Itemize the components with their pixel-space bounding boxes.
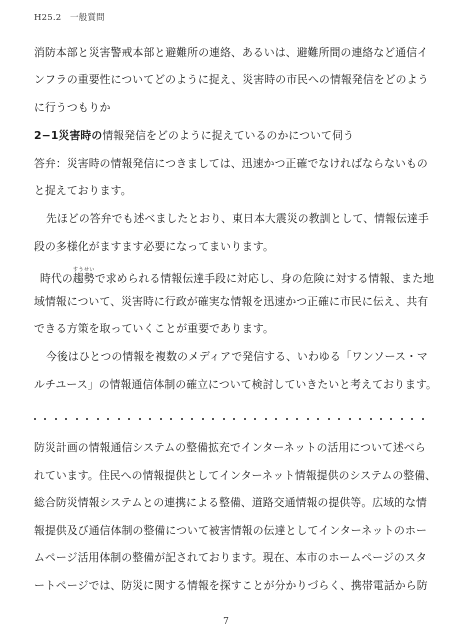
separator-dot [254, 418, 256, 420]
separator-dot [202, 418, 204, 420]
separator-dot [380, 418, 382, 420]
separator-dot [128, 418, 130, 420]
followup-line-1: 防災計画の情報通信システムの整備拡充でインターネットの活用について述べら [34, 441, 426, 454]
separator-dot [139, 418, 141, 420]
separator-dot [338, 418, 340, 420]
separator-dot [65, 418, 67, 420]
question-line-3: に行うつもりか [34, 101, 111, 114]
separator-dot [181, 418, 183, 420]
separator-dot [422, 418, 424, 420]
answer-line-4: 段の多様化がますます必要になってまいります。 [34, 240, 274, 253]
separator-dot [149, 418, 151, 420]
separator-dot [170, 418, 172, 420]
question-line-1: 消防本部と災害警戒本部と避難所の連絡、あるいは、避難所間の連絡など通信イ [34, 46, 429, 59]
question-line-2: ンフラの重要性についてどのように捉え、災害時の市民への情報発信をどのよう [34, 73, 429, 86]
answer-line-7: できる方策を取っていくことが重要であります。 [34, 322, 274, 335]
page-number: 7 [223, 617, 229, 627]
separator-dot [86, 418, 88, 420]
ruby-word [72, 267, 95, 285]
separator-dot [317, 418, 319, 420]
followup-line-3: 総合防災情報システムとの連携による整備、道路交通情報の提供等。広域的な情 [34, 496, 428, 509]
page-header: H25.2 一般質問 [34, 13, 105, 23]
subquestion-bold-text: 災害時の [58, 129, 103, 142]
separator-dot [107, 418, 109, 420]
separator-dot [223, 418, 225, 420]
separator-dot [390, 418, 392, 420]
dotted-separator [34, 414, 424, 424]
followup-line-4: 報提供及び通信体制の整備について被害情報の伝達としてインターネットのホー [34, 524, 427, 537]
separator-dot [55, 418, 57, 420]
subquestion-number: 2−1 [34, 129, 59, 142]
answer-line-5 [40, 267, 434, 286]
separator-dot [212, 418, 214, 420]
separator-dot [97, 418, 99, 420]
ruby-base: 趨勢 [72, 272, 95, 285]
followup-line-5: ムページ活用体制の整備が記されております。現在、本市のホームページのスタ [34, 551, 427, 564]
separator-dot [244, 418, 246, 420]
answer-line-1: 答弁：災害時の情報発信につきましては、迅速かつ正確でなければならないもの [34, 157, 428, 170]
separator-dot [160, 418, 162, 420]
separator-dot [233, 418, 235, 420]
ruby-reading: すうせい [72, 267, 95, 273]
answer-line-3: 先ほどの答弁でも述べましたとおり、東日本大震災の教訓として、情報伝達手 [46, 212, 429, 225]
answer-line-8: 今後はひとつの情報を複数のメディアで発信する、いわゆる「ワンソース・マ [46, 350, 428, 363]
separator-dot [307, 418, 309, 420]
separator-dot [265, 418, 267, 420]
separator-dot [191, 418, 193, 420]
separator-dot [401, 418, 403, 420]
answer-line-6: 域情報について、災害時に行政が確実な情報を迅速かつ正確に市民に伝え、共有 [34, 295, 429, 308]
separator-dot [370, 418, 372, 420]
separator-dot [296, 418, 298, 420]
separator-dot [34, 418, 36, 420]
separator-dot [118, 418, 120, 420]
subquestion-heading [34, 129, 354, 143]
separator-dot [349, 418, 351, 420]
subquestion-rest-text: 情報発信をどのように捉えているのかについて伺う [102, 129, 354, 142]
followup-line-2: れています。住民への情報提供としてインターネット情報提供のシステムの整備、 [34, 469, 437, 482]
followup-line-6: ートページでは、防災に関する情報を探すことが分かりづらく、携帯電話から防 [34, 579, 428, 592]
separator-dot [411, 418, 413, 420]
separator-dot [44, 418, 46, 420]
answer-line-2: と捉えております。 [34, 184, 132, 197]
separator-dot [359, 418, 361, 420]
answer-line-5-prefix: 時代の [40, 272, 73, 285]
answer-line-5-suffix: で求められる情報伝達手段に対応し、身の危険に対する情報、また地 [94, 272, 435, 285]
answer-line-9: ルチユース」の情報通信体制の確立について検討していきたいと考えております。 [34, 378, 437, 391]
separator-dot [275, 418, 277, 420]
separator-dot [286, 418, 288, 420]
separator-dot [76, 418, 78, 420]
separator-dot [328, 418, 330, 420]
